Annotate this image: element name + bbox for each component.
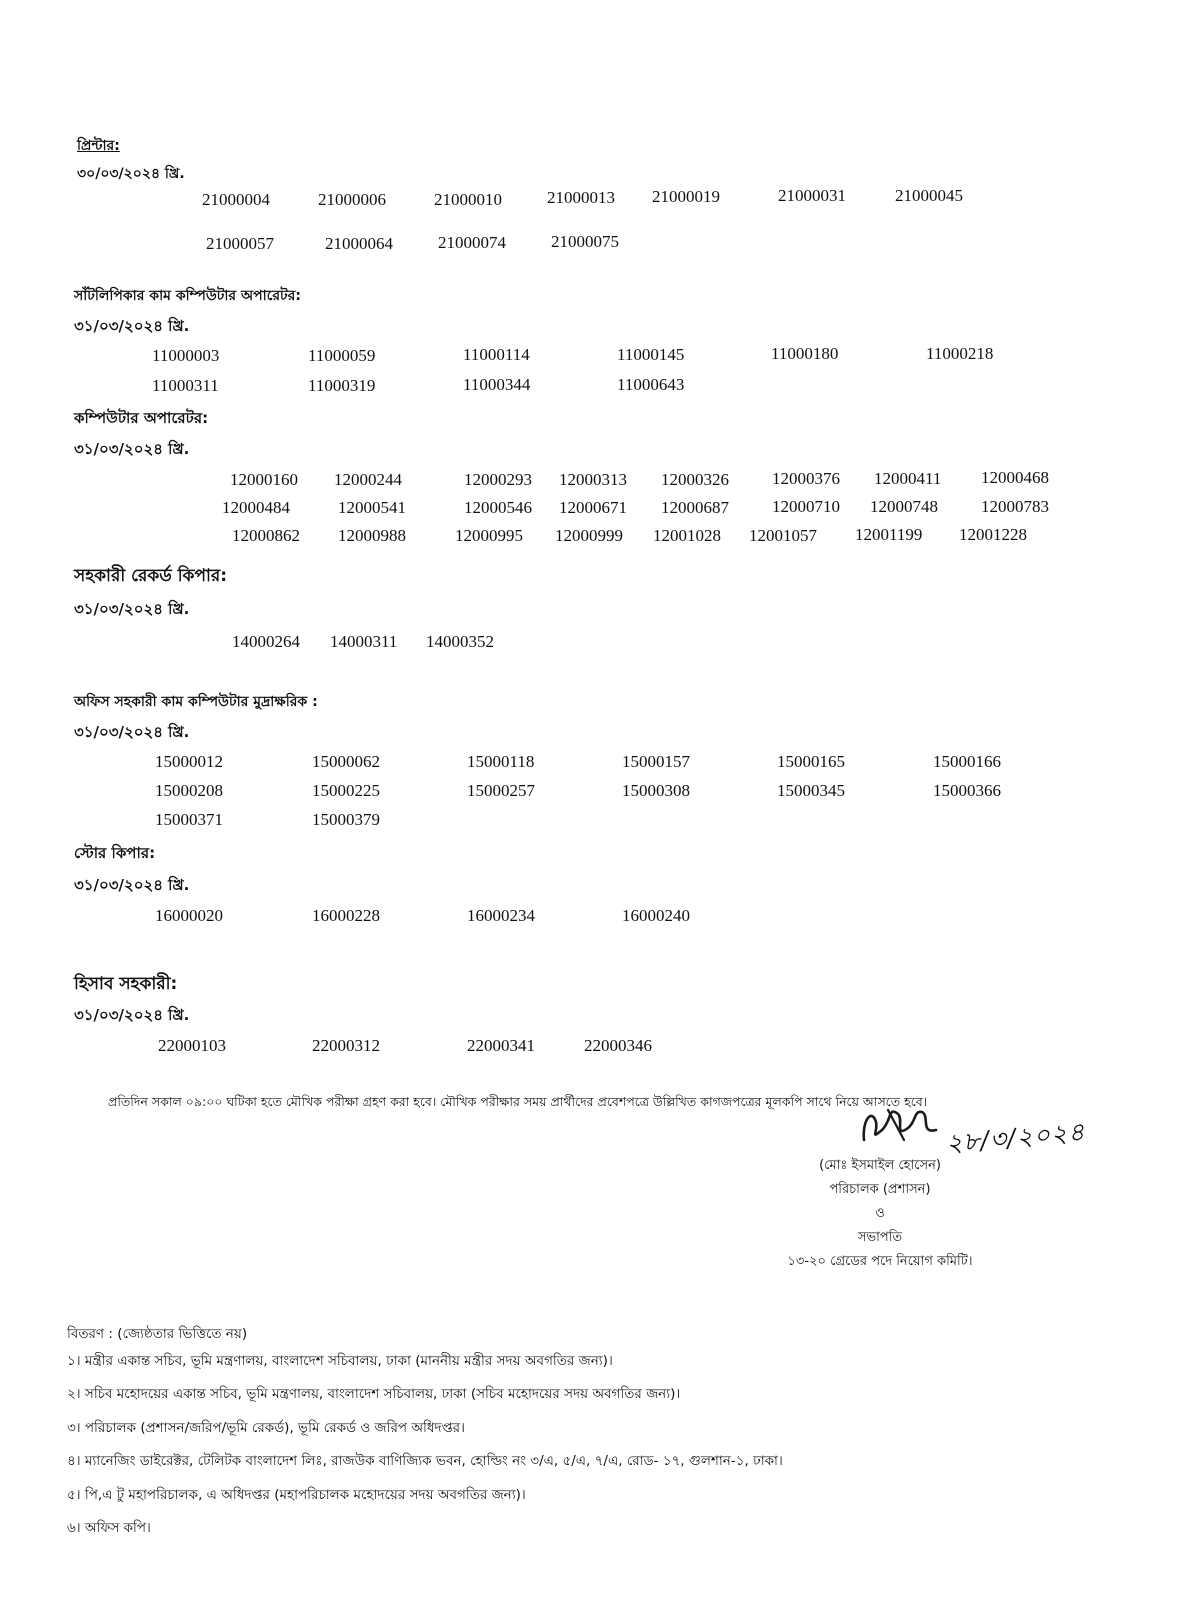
roll-number: 12000783 — [981, 497, 1049, 516]
roll-number: 15000371 — [155, 810, 223, 829]
distribution-item: ১। মন্ত্রীর একান্ত সচিব, ভূমি মন্ত্রণালয়, বাংলাদেশ সচিবালয়, ঢাকা (মাননীয় মন্ত্রীর সদয় অবগতির জন্য)। — [67, 1353, 613, 1369]
roll-number: 14000352 — [426, 632, 494, 651]
roll-number: 12001199 — [855, 525, 923, 544]
roll-number: 15000308 — [622, 781, 690, 800]
roll-number: 21000031 — [778, 186, 846, 205]
roll-number: 21000064 — [325, 234, 393, 253]
roll-number: 12000244 — [334, 470, 402, 489]
section-date-printer: ৩০/০৩/২০২৪ খ্রি. — [77, 166, 185, 182]
roll-number: 21000006 — [318, 190, 386, 209]
roll-number: 15000166 — [933, 752, 1001, 771]
section-date-store-keeper: ৩১/০৩/২০২৪ খ্রি. — [74, 876, 190, 894]
roll-number: 22000103 — [158, 1036, 226, 1055]
section-date-stenographer: ৩১/০৩/২০২৪ খ্রি. — [74, 317, 190, 335]
roll-number: 15000165 — [777, 752, 845, 771]
roll-number: 12000293 — [464, 470, 532, 489]
roll-number: 12000671 — [559, 498, 627, 517]
roll-number: 12000160 — [230, 470, 298, 489]
roll-number: 12000988 — [338, 526, 406, 545]
section-date-computer-operator: ৩১/০৩/২০২৪ খ্রি. — [74, 440, 190, 458]
section-heading-stenographer: সাঁটলিপিকার কাম কম্পিউটার অপারেটর: — [74, 288, 301, 304]
roll-number: 15000157 — [622, 752, 690, 771]
roll-number: 11000344 — [463, 375, 531, 394]
roll-number: 22000341 — [467, 1036, 535, 1055]
roll-number: 15000345 — [777, 781, 845, 800]
roll-number: 16000240 — [622, 906, 690, 925]
roll-number: 21000004 — [202, 190, 270, 209]
roll-number: 12000468 — [981, 468, 1049, 487]
section-heading-office-assistant: অফিস সহকারী কাম কম্পিউটার মুদ্রাক্ষরিক : — [74, 694, 318, 710]
section-heading-store-keeper: স্টোর কিপার: — [74, 844, 156, 862]
roll-number: 11000059 — [308, 346, 376, 365]
section-heading-accounts-assistant: হিসাব সহকারী: — [74, 974, 178, 994]
roll-number: 21000045 — [895, 186, 963, 205]
signatory-conjunction: ও — [875, 1206, 885, 1221]
roll-number: 12000546 — [464, 498, 532, 517]
roll-number: 11000218 — [926, 344, 994, 363]
roll-number: 11000180 — [771, 344, 839, 363]
roll-number: 22000346 — [584, 1036, 652, 1055]
roll-number: 14000311 — [330, 632, 398, 651]
roll-number: 11000003 — [152, 346, 220, 365]
roll-number: 21000010 — [434, 190, 502, 209]
roll-number: 11000311 — [152, 376, 219, 395]
roll-number: 21000075 — [551, 232, 619, 251]
roll-number: 15000118 — [467, 752, 535, 771]
roll-number: 12000313 — [559, 470, 627, 489]
distribution-item: ৩। পরিচালক (প্রশাসন/জরিপ/ভূমি রেকর্ড), ভূমি রেকর্ড ও জরিপ অধিদপ্তর। — [67, 1420, 465, 1436]
roll-number: 21000074 — [438, 233, 506, 252]
roll-number: 21000019 — [652, 187, 720, 206]
section-date-accounts-assistant: ৩১/০৩/২০২৪ খ্রি. — [74, 1006, 190, 1024]
distribution-title: বিতরণ : (জ্যেষ্ঠতার ভিত্তিতে নয়) — [67, 1326, 248, 1342]
roll-number: 15000062 — [312, 752, 380, 771]
section-date-record-keeper: ৩১/০৩/২০২৪ খ্রি. — [74, 600, 190, 618]
roll-number: 12000995 — [455, 526, 523, 545]
section-heading-printer: প্রিন্টার: — [77, 138, 120, 154]
distribution-item: ৬। অফিস কপি। — [67, 1520, 151, 1536]
roll-number: 15000012 — [155, 752, 223, 771]
roll-number: 12000748 — [870, 497, 938, 516]
roll-number: 16000228 — [312, 906, 380, 925]
roll-number: 15000208 — [155, 781, 223, 800]
roll-number: 22000312 — [312, 1036, 380, 1055]
roll-number: 12001057 — [749, 526, 817, 545]
exam-notice: প্রতিদিন সকাল ০৯:০০ ঘটিকা হতে মৌখিক পরীক্ষা গ্রহণ করা হবে। মৌখিক পরীক্ষার সময় প্রার্থীদের প্রবেশপত্রে উল্লিখিত কাগজপত্রের মূলকপি সাথে নিয়ে আসতে হবে। — [108, 1094, 928, 1109]
signature-date: ২৮/৩/২০২৪ — [944, 1116, 1087, 1159]
roll-number: 11000643 — [617, 375, 685, 394]
roll-number: 12001228 — [959, 525, 1027, 544]
roll-number: 12000710 — [772, 497, 840, 516]
roll-number: 16000234 — [467, 906, 535, 925]
roll-number: 12000862 — [232, 526, 300, 545]
roll-number: 14000264 — [232, 632, 300, 651]
roll-number: 16000020 — [155, 906, 223, 925]
roll-number: 15000379 — [312, 810, 380, 829]
section-heading-computer-operator: কম্পিউটার অপারেটর: — [74, 409, 209, 427]
roll-number: 11000145 — [617, 345, 685, 364]
section-heading-record-keeper: সহকারী রেকর্ড কিপার: — [74, 566, 228, 586]
roll-number: 12000541 — [338, 498, 406, 517]
roll-number: 15000366 — [933, 781, 1001, 800]
signatory-designation: পরিচালক (প্রশাসন) — [829, 1182, 931, 1197]
roll-number: 21000057 — [206, 234, 274, 253]
signatory-name: (মোঃ ইসমাইল হোসেন) — [819, 1158, 941, 1173]
roll-number: 12000687 — [661, 498, 729, 517]
roll-number: 12000411 — [874, 469, 942, 488]
roll-number: 11000319 — [308, 376, 376, 395]
roll-number: 12001028 — [653, 526, 721, 545]
distribution-item: ৪। ম্যানেজিং ডাইরেক্টর, টেলিটক বাংলাদেশ লিঃ, রাজউক বাণিজ্যিক ভবন, হোল্ডিং নং ৩/এ, ৫/এ, ৭/এ, রোড- ১৭, গুলশান-১, ঢাকা। — [67, 1453, 783, 1469]
roll-number: 15000225 — [312, 781, 380, 800]
committee-name: ১৩-২০ গ্রেডের পদে নিয়োগ কমিটি। — [787, 1254, 973, 1269]
distribution-item: ৫। পি,এ টু মহাপরিচালক, এ অধিদপ্তর (মহাপরিচালক মহোদয়ের সদয় অবগতির জন্য)। — [67, 1487, 526, 1503]
roll-number: 12000326 — [661, 470, 729, 489]
distribution-item: ২। সচিব মহোদয়ের একান্ত সচিব, ভূমি মন্ত্রণালয়, বাংলাদেশ সচিবালয়, ঢাকা (সচিব মহোদয়ের সদয় অবগতির জন্য)। — [67, 1386, 681, 1402]
signatory-role: সভাপতি — [857, 1230, 903, 1245]
roll-number: 11000114 — [463, 345, 530, 364]
section-date-office-assistant: ৩১/০৩/২০২৪ খ্রি. — [74, 723, 190, 741]
signature-mark — [858, 1100, 942, 1152]
roll-number: 12000376 — [772, 469, 840, 488]
roll-number: 12000484 — [222, 498, 290, 517]
roll-number: 21000013 — [547, 188, 615, 207]
roll-number: 15000257 — [467, 781, 535, 800]
roll-number: 12000999 — [555, 526, 623, 545]
